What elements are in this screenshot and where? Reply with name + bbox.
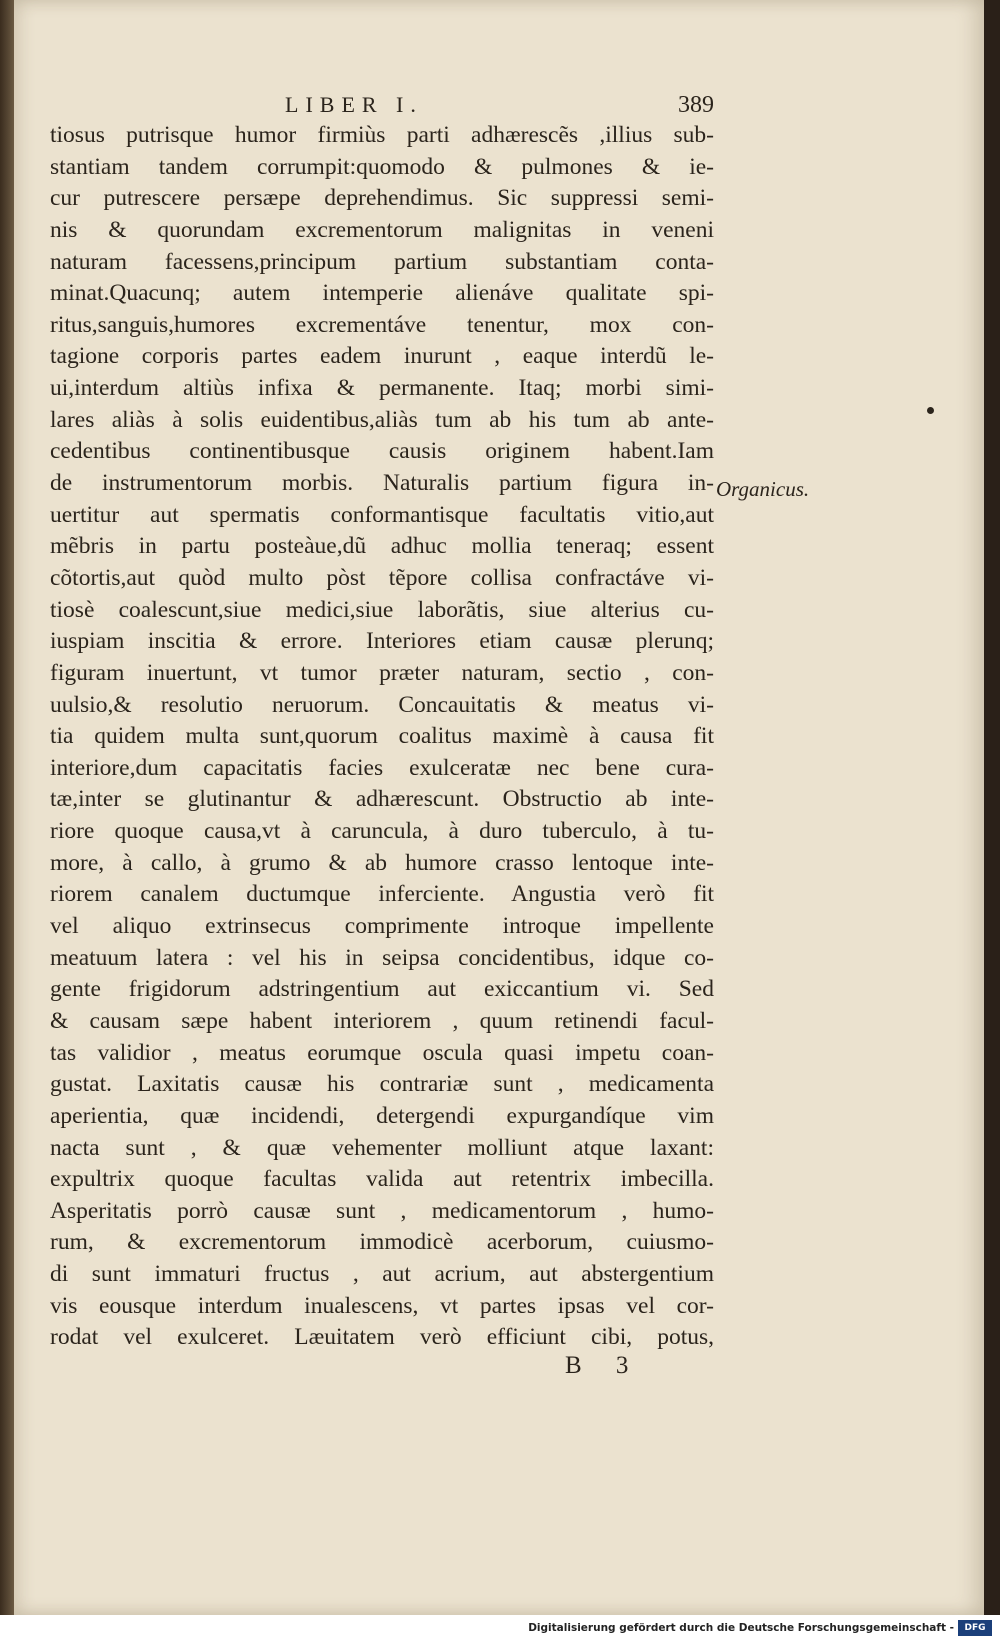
text-line: lares aliàs à solis euidentibus,aliàs tum ab his tum ab ante- xyxy=(50,406,714,433)
text-line: aperientia, quæ incidendi, detergendi expurgandíque vim xyxy=(50,1102,714,1129)
text-line: uertitur aut spermatis conformantisque facultatis vitio,aut xyxy=(50,501,714,528)
text-line: riorem canalem ductumque inferciente. Angustia verò fit xyxy=(50,881,714,908)
ink-spot xyxy=(927,407,934,414)
text-line: tiosè coalescunt,siue medici,siue laborãtis, siue alterius cu- xyxy=(50,596,714,623)
text-line: gustat. Laxitatis causæ his contrariæ sunt , medicamenta xyxy=(50,1071,714,1098)
text-line: uulsio,& resolutio neruorum. Concauitatis & meatus vi- xyxy=(50,691,714,718)
text-line: vis eousque interdum inualescens, vt partes ipsas vel cor- xyxy=(50,1292,714,1319)
text-line: cur putrescere persæpe deprehendimus. Sic suppressi semi- xyxy=(50,185,714,212)
text-line: Asperitatis porrò causæ sunt , medicamentorum , humo- xyxy=(50,1197,714,1224)
margin-note: Organicus. xyxy=(716,477,810,501)
running-head: LIBER I. xyxy=(285,92,423,117)
dfg-logo-icon: DFG xyxy=(958,1620,992,1636)
text-line: cedentibus continentibusque causis originem habent.Iam xyxy=(50,438,714,465)
text-line: nacta sunt , & quæ vehementer molliunt atque laxant: xyxy=(50,1134,714,1161)
text-line: tiosus putrisque humor firmiùs parti adhærescẽs ,illius sub- xyxy=(50,122,714,148)
text-line: stantiam tandem corrumpit:quomodo & pulmones & ie- xyxy=(50,153,714,180)
digitization-footer xyxy=(0,1615,1000,1643)
body-text xyxy=(50,120,714,1354)
text-line: more, à callo, à grumo & ab humore crasso lentoque inte- xyxy=(50,849,714,876)
text-line: meatuum latera : vel his in seipsa concidentibus, idque co- xyxy=(50,944,714,971)
signature-mark: B 3 xyxy=(565,1352,643,1379)
text-line: vel aliquo extrinsecus comprimente introque impellente xyxy=(50,913,714,940)
footer-credit: Digitalisierung gefördert durch die Deutsche Forschungsgemeinschaft - xyxy=(528,1622,954,1634)
text-line: iuspiam inscitia & errore. Interiores etiam causæ plerunq; xyxy=(50,628,714,655)
text-line: naturam facessens,principum partium substantiam conta- xyxy=(50,248,714,275)
text-line: & causam sæpe habent interiorem , quum retinendi facul- xyxy=(50,1007,714,1034)
text-line: tas validior , meatus eorumque oscula quasi impetu coan- xyxy=(50,1039,714,1066)
text-line: tæ,inter se glutinantur & adhærescunt. Obstructio ab inte- xyxy=(50,786,714,813)
text-line: di sunt immaturi fructus , aut acrium, aut abstergentium xyxy=(50,1261,714,1288)
text-line: ritus,sanguis,humores excrementáve tenentur, mox con- xyxy=(50,311,714,338)
text-line: de instrumentorum morbis. Naturalis partium figura in- xyxy=(50,470,714,497)
text-line: expultrix quoque facultas valida aut retentrix imbecilla. xyxy=(50,1166,714,1193)
text-line: rodat vel exulceret. Læuitatem verò efficiunt cibi, potus, xyxy=(50,1324,714,1351)
text-line: riore quoque causa,vt à caruncula, à duro tuberculo, à tu- xyxy=(50,818,714,845)
text-line: tagione corporis partes eadem inurunt , eaque interdũ le- xyxy=(50,343,714,370)
text-line: nis & quorundam excrementorum malignitas in veneni xyxy=(50,216,714,243)
text-line: mẽbris in partu posteàue,dũ adhuc mollia teneraq; essent xyxy=(50,533,714,560)
text-line: ui,interdum altiùs infixa & permanente. Itaq; morbi simi- xyxy=(50,375,714,402)
text-line: minat.Quacunq; autem intemperie alienáve qualitate spi- xyxy=(50,280,714,307)
book-spine-edge xyxy=(0,0,14,1615)
text-line: cõtortis,aut quòd multo pòst tẽpore collisa confractáve vi- xyxy=(50,564,714,591)
text-line: rum, & excrementorum immodicè acerborum, cuiusmo- xyxy=(50,1229,714,1256)
text-line: interiore,dum capacitatis facies exulceratæ nec bene cura- xyxy=(50,754,714,781)
text-line: gente frigidorum adstringentium aut exiccantium vi. Sed xyxy=(50,976,714,1003)
page-number: 389 xyxy=(678,92,714,118)
text-line: tia quidem multa sunt,quorum coalitus maximè à causa fit xyxy=(50,723,714,750)
text-line: figuram inuertunt, vt tumor præter naturam, sectio , con- xyxy=(50,659,714,686)
